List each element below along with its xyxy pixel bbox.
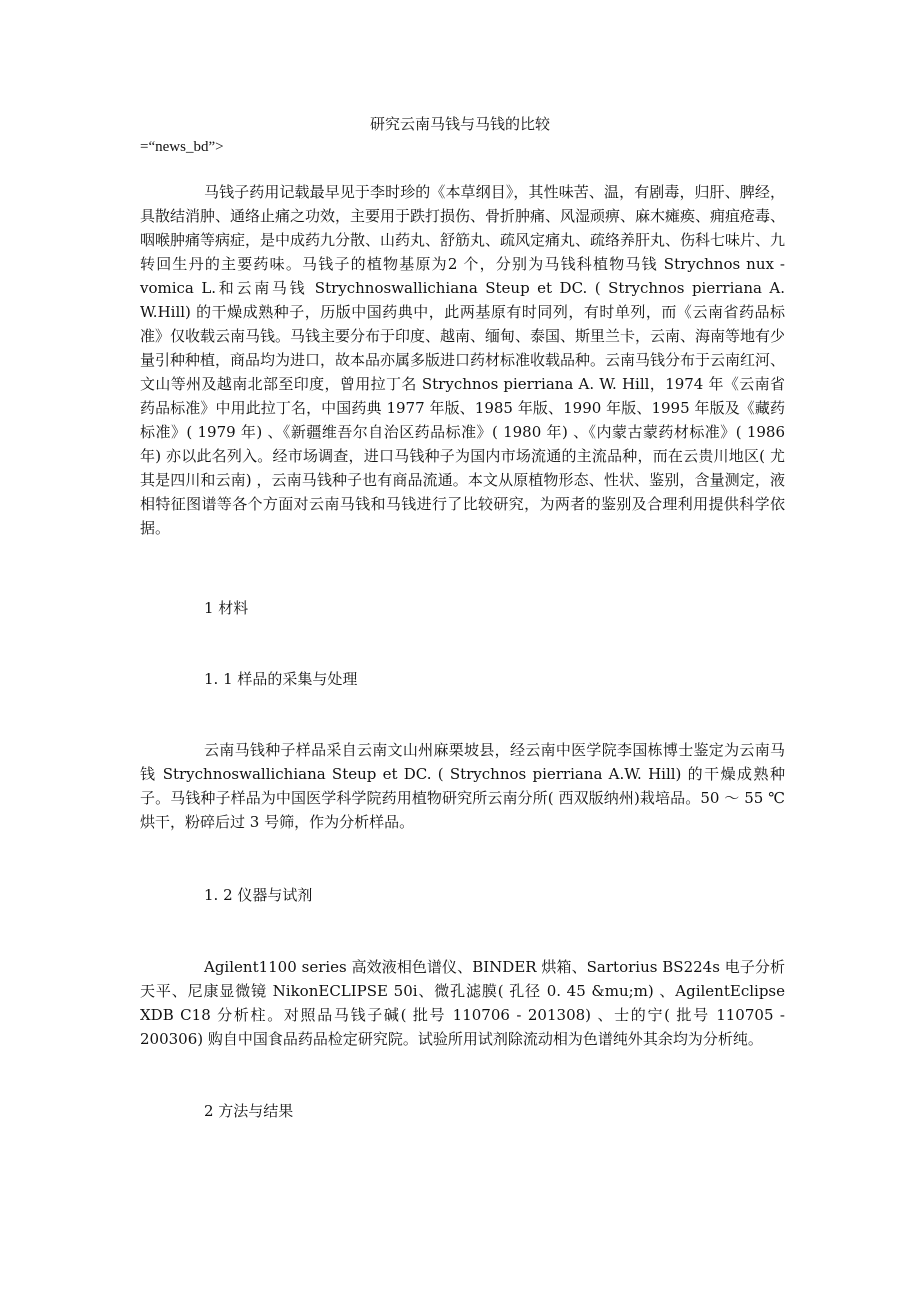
subsection-heading-instruments: 1. 2 仪器与试剂 — [204, 886, 313, 904]
subsection-heading-samples: 1. 1 样品的采集与处理 — [204, 670, 358, 688]
section-heading-materials: 1 材料 — [204, 599, 249, 617]
section-heading-methods: 2 方法与结果 — [204, 1102, 294, 1120]
intro-paragraph: 马钱子药用记载最早见于李时珍的《本草纲目》，其性味苦、温，有剧毒，归肝、脾经，具散结消肿、通络止痛之功效，主要用于跌打损伤、骨折肿痛、风湿顽痹、麻木瘫痪、痈疽疮毒、咽喉肿痛等病症，是中成药九分散、山药丸、舒筋丸、疏风定痛丸、疏络养肝丸、伤科七味片、九转回生丹的主要药味。马钱子的植物基原为2 个，分别为马钱科植物马钱 Strychnos nux - vomica L.和云南马钱 Strychnoswallichiana Steup et DC. ( Strychnos pierriana A. W.Hill) 的干燥成熟种子，历版中国药典中，此两基原有时同列，有时单列，而《云南省药品标准》仅收载云南马钱。马钱主要分布于印度、越南、缅甸、泰国、斯里兰卡，云南、海南等地有少量引种种植，商品均为进口，故本品亦属多版进口药材标准收载品种。云南马钱分布于云南红河、文山等州及越南北部至印度，曾用拉丁名 Strychnos pierriana A. W. Hill，1974 年《云南省药品标准》中用此拉丁名，中国药典 1977 年版、1985 年版、1990 年版、1995 年版及《藏药标准》( 1979 年) 、《新疆维吾尔自治区药品标准》( 1980 年) 、《内蒙古蒙药材标准》( 1986 年) 亦以此名列入。经市场调查，进口马钱种子为国内市场流通的主流品种，而在云贵川地区( 尤其是四川和云南) ，云南马钱种子也有商品流通。本文从原植物形态、性状、鉴别，含量测定，液相特征图谱等各个方面对云南马钱和马钱进行了比较研究，为两者的鉴别及合理利用提供科学依据。 — [140, 183, 786, 537]
samples-paragraph: 云南马钱种子样品采自云南文山州麻栗坡县，经云南中医学院李国栋博士鉴定为云南马钱 Strychnoswallichiana Steup et DC. ( Strychnos pierriana A.W. Hill) 的干燥成熟种子。马钱种子样品为中国医学科学院药用植物研究所云南分所( 西双版纳州)栽培品。50 ～ 55 ℃烘干，粉碎后过 3 号筛，作为分析样品。 — [140, 741, 785, 831]
document-title: 研究云南马钱与马钱的比较 — [369, 115, 550, 133]
source-tag-text: =“news_bd”> — [140, 139, 224, 155]
instruments-paragraph: Agilent1100 series 高效液相色谱仪、BINDER 烘箱、Sartorius BS224s 电子分析天平、尼康显微镜 NikonECLIPSE 50i、微孔滤膜( 孔径 0. 45 &mu;m) 、AgilentEclipse XDB C18 分析柱。对照品马钱子碱( 批号 110706 - 201308) 、士的宁( 批号 110705 - 200306) 购自中国食品药品检定研究院。试验所用试剂除流动相为色谱纯外其余均为分析纯。 — [140, 958, 785, 1048]
